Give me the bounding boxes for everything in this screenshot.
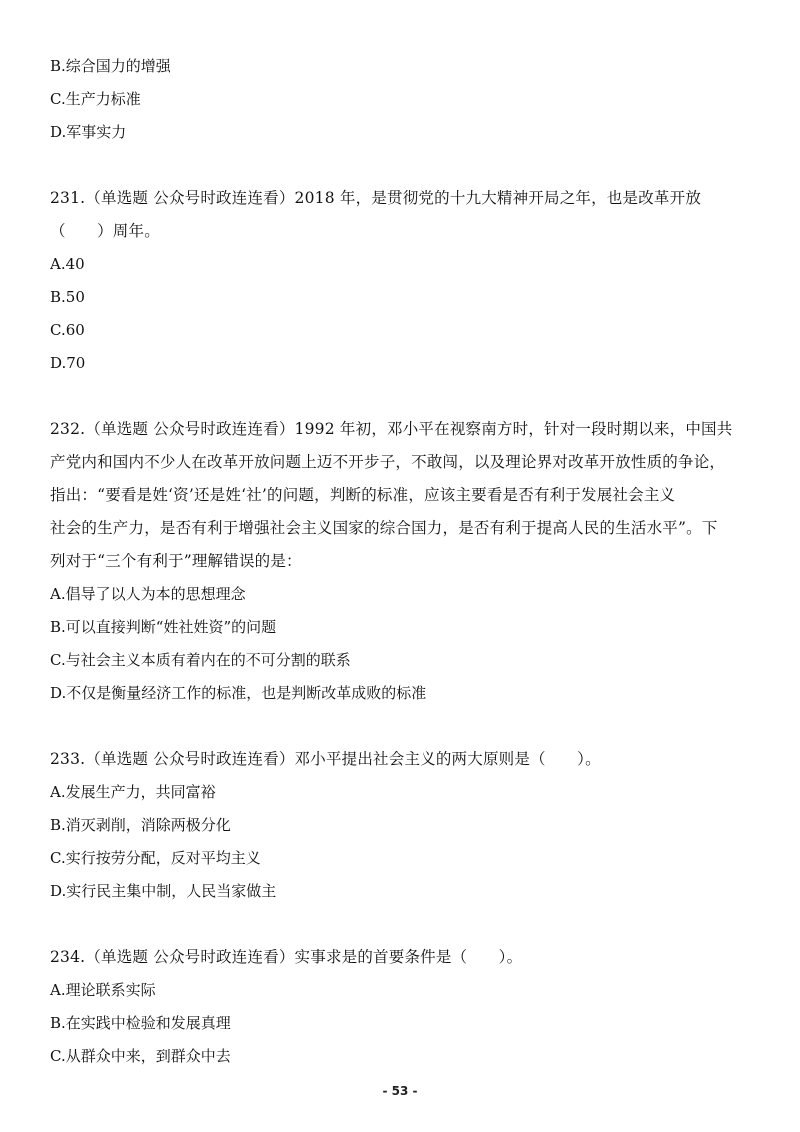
q232-option-c: C.与社会主义本质有着内在的不可分割的联系 — [50, 651, 351, 669]
prev-option-d: D.军事实力 — [50, 123, 127, 141]
q232-stem-line-5: 列对于“三个有利于”理解错误的是： — [50, 552, 302, 570]
q232-stem-line-2: 产党内和国内不少人在改革开放问题上迈不开步子，不敢闯，以及理论界对改革开放性质的争论， — [50, 453, 726, 471]
q234-option-b: B.在实践中检验和发展真理 — [50, 1014, 231, 1032]
q234-option-a: A.理论联系实际 — [50, 981, 156, 999]
q232-option-b: B.可以直接判断“姓社姓资”的问题 — [50, 618, 277, 636]
q233-option-b: B.消灭剥削，消除两极分化 — [50, 816, 231, 834]
q233-option-d: D.实行民主集中制，人民当家做主 — [50, 882, 277, 900]
q233-option-c: C.实行按劳分配，反对平均主义 — [50, 849, 261, 867]
q231-stem-line-2: （ ）周年。 — [50, 222, 160, 240]
q231-option-d: D.70 — [50, 354, 86, 372]
q231-stem-line-1: 231.（单选题 公众号时政连连看）2018 年，是贯彻党的十九大精神开局之年，也是改革开放 — [50, 189, 702, 207]
q231-option-c: C.60 — [50, 321, 85, 339]
q232-stem-line-3: 指出：“要看是姓‘资’还是姓‘社’的问题，判断的标准，应该主要看是否有利于发展社会主义 — [50, 486, 676, 504]
q233-stem-line-1: 233.（单选题 公众号时政连连看）邓小平提出社会主义的两大原则是（ ）。 — [50, 750, 601, 768]
prev-option-b: B.综合国力的增强 — [50, 57, 171, 75]
q232-stem-line-4: 社会的生产力，是否有利于增强社会主义国家的综合国力，是否有利于提高人民的生活水平”。下 — [50, 519, 718, 537]
q232-stem-line-1: 232.（单选题 公众号时政连连看）1992 年初，邓小平在视察南方时，针对一段时期以来，中国共 — [50, 420, 733, 438]
q231-option-b: B.50 — [50, 288, 85, 306]
prev-option-c: C.生产力标准 — [50, 90, 141, 108]
q231-option-a: A.40 — [50, 255, 85, 273]
page-number: - 53 - — [382, 1084, 418, 1098]
q234-stem-line-1: 234.（单选题 公众号时政连连看）实事求是的首要条件是（ ）。 — [50, 948, 523, 966]
q232-option-a: A.倡导了以人为本的思想理念 — [50, 585, 246, 603]
q234-option-c: C.从群众中来，到群众中去 — [50, 1047, 231, 1065]
q232-option-d: D.不仅是衡量经济工作的标准，也是判断改革成败的标准 — [50, 684, 427, 702]
q233-option-a: A.发展生产力，共同富裕 — [50, 783, 216, 801]
